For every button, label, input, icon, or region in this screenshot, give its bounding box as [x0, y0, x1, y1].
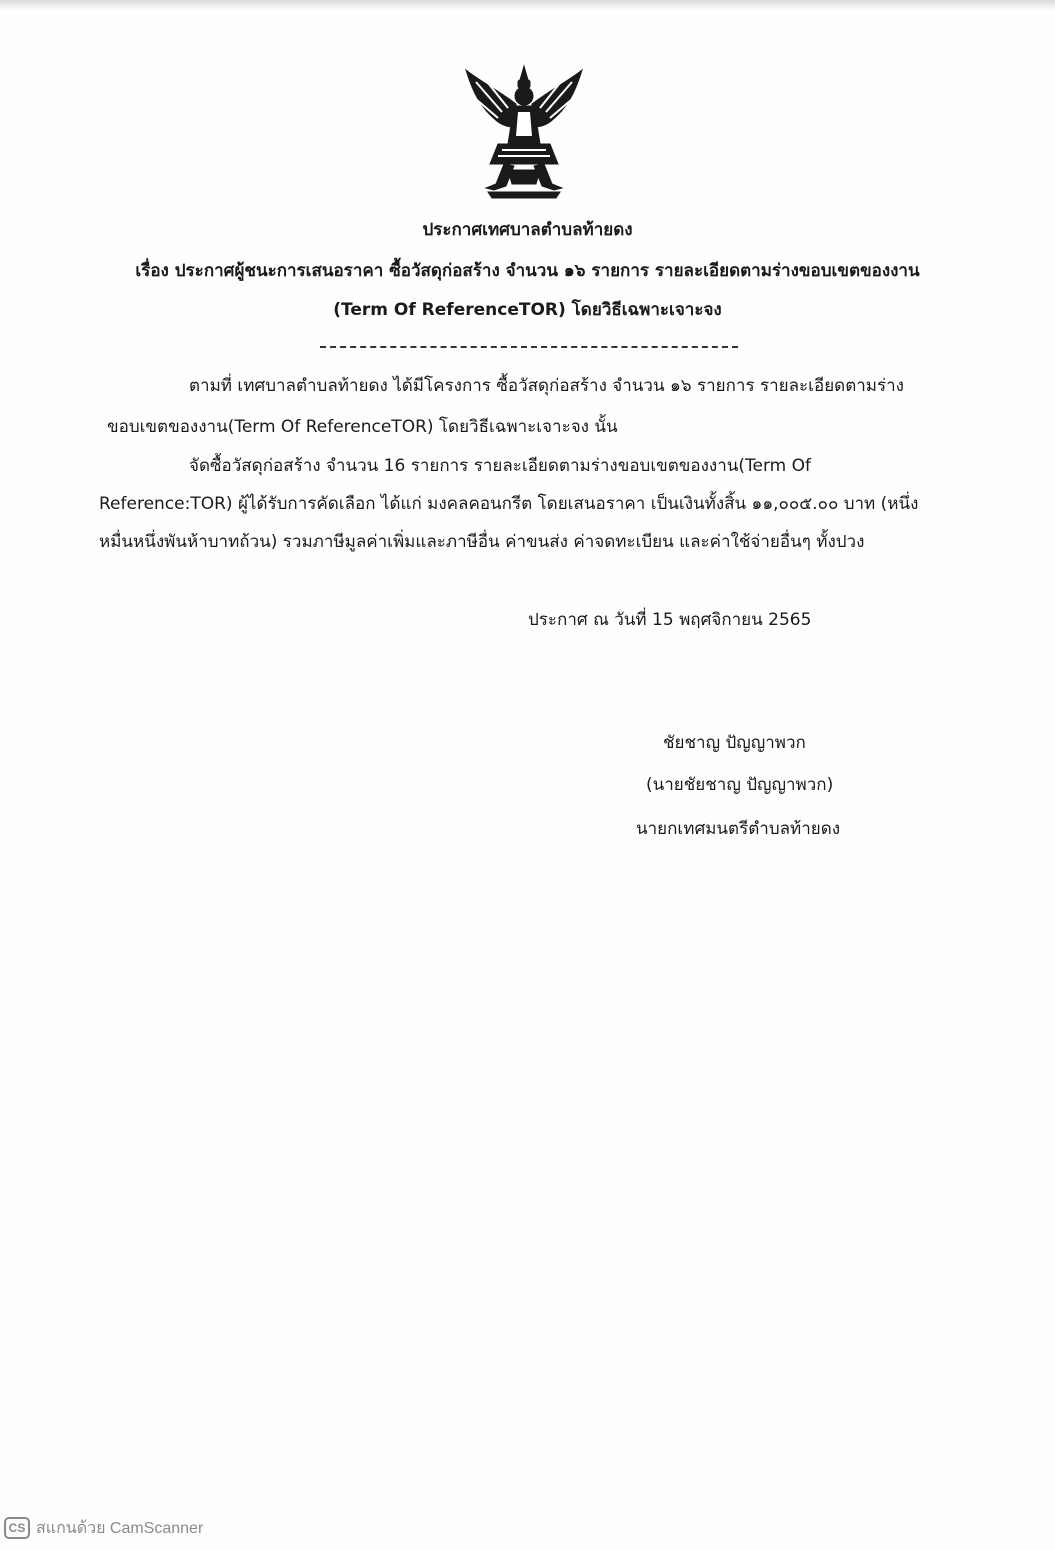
paragraph-2-line-3: หมื่นหนึ่งพันห้าบาทถ้วน) รวมภาษีมูลค่าเพิ่มและภาษีอื่น ค่าขนส่ง ค่าจดทะเบียน และค่าใช้จ่ายอื่นๆ ทั้งปวง	[99, 532, 865, 552]
paragraph-1-line-2: ขอบเขตของงาน(Term Of ReferenceTOR) โดยวิธีเฉพาะเจาะจง นั้น	[107, 417, 618, 437]
camscanner-text: สแกนด้วย CamScanner	[36, 1519, 204, 1537]
camscanner-logo-icon: CS	[4, 1517, 30, 1539]
signature-name: ชัยชาญ ปัญญาพวก	[663, 733, 806, 753]
garuda-emblem-icon	[458, 60, 590, 200]
paragraph-2-line-2: Reference:TOR) ผู้ได้รับการคัดเลือก ได้แก่ มงคลคอนกรีต โดยเสนอราคา เป็นเงินทั้งสิ้น ๑๑,๐๐๕.๐๐ บาท (หนึ่ง	[99, 494, 919, 514]
paragraph-2-line-1: จัดซื้อวัสดุก่อสร้าง จำนวน 16 รายการ รายละเอียดตามร่างขอบเขตของงาน(Term Of	[189, 456, 811, 476]
document-title: ประกาศเทศบาลตำบลท้ายดง	[422, 220, 633, 240]
announcement-date: ประกาศ ณ วันที่ 15 พฤศจิกายน 2565	[528, 610, 812, 630]
divider-line	[320, 346, 738, 348]
camscanner-watermark	[4, 1516, 203, 1540]
scan-edge-shadow	[0, 0, 1055, 10]
subject-line-2: (Term Of ReferenceTOR) โดยวิธีเฉพาะเจาะจง	[333, 300, 722, 320]
signature-position: นายกเทศมนตรีตำบลท้ายดง	[636, 819, 841, 839]
subject-line-1: เรื่อง ประกาศผู้ชนะการเสนอราคา ซื้อวัสดุก่อสร้าง จำนวน ๑๖ รายการ รายละเอียดตามร่างขอบเขตของงาน	[135, 261, 920, 281]
paragraph-1-line-1: ตามที่ เทศบาลตำบลท้ายดง ได้มีโครงการ ซื้อวัสดุก่อสร้าง จำนวน ๑๖ รายการ รายละเอียดตามร่าง	[189, 376, 904, 396]
signature-full-name: (นายชัยชาญ ปัญญาพวก)	[646, 775, 834, 795]
